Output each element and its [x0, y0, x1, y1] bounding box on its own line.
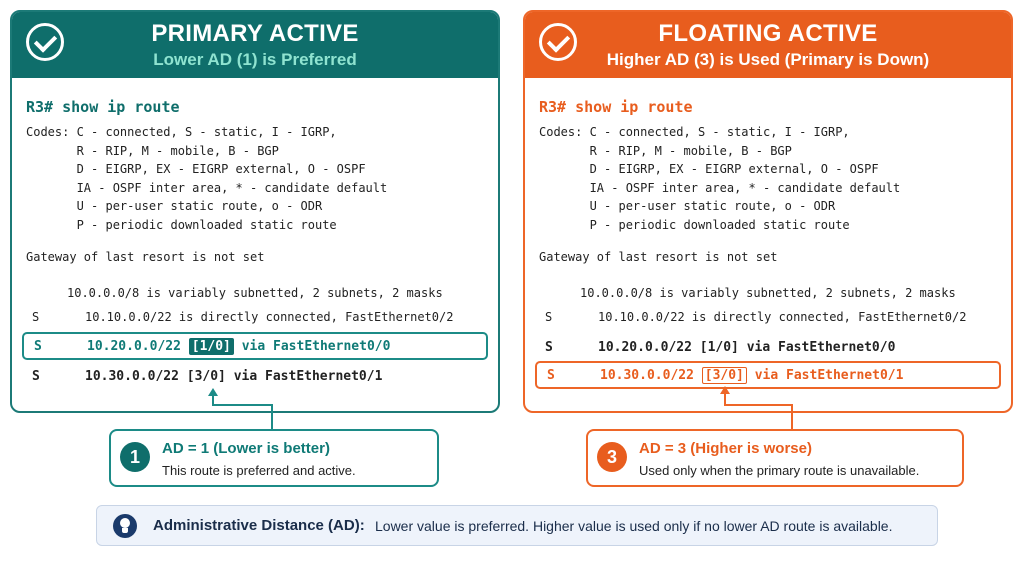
callout-text: This route is preferred and active. — [162, 463, 356, 478]
cli-prompt: R3# show ip route — [539, 98, 693, 116]
route-code: S — [545, 340, 553, 355]
callout-title: AD = 1 (Lower is better) — [162, 440, 330, 457]
subnet-summary-line: 10.0.0.0/8 is variably subnetted, 2 subnets, 2 masks — [580, 286, 956, 300]
route-code: S — [547, 368, 555, 383]
floating-connector-arrow — [720, 386, 730, 394]
floating-ad-callout — [586, 429, 964, 487]
primary-connector-arrow — [208, 388, 218, 396]
primary-connector-line — [213, 392, 272, 430]
floating-subtitle: Higher AD (3) is Used (Primary is Down) — [606, 50, 930, 69]
primary-title: PRIMARY ACTIVE — [151, 20, 359, 47]
ad-definition-footer — [96, 505, 938, 546]
cli-prompt: R3# show ip route — [26, 98, 180, 116]
floating-connector-line — [725, 388, 792, 430]
footer-label: Administrative Distance (AD): — [153, 517, 365, 534]
lightbulb-icon — [113, 514, 137, 538]
primary-subtitle: Lower AD (1) is Preferred — [153, 50, 357, 69]
route-code: S — [34, 339, 42, 354]
route-code: S — [32, 369, 40, 384]
route-text: 10.20.0.0/22 [1/0] via FastEthernet0/0 — [598, 340, 896, 355]
route-text: 10.30.0.0/22 [3/0] via FastEthernet0/1 — [85, 369, 383, 384]
footer-text: Lower value is preferred. Higher value is used only if no lower AD route is available. — [375, 518, 893, 534]
gateway-line: Gateway of last resort is not set — [26, 250, 265, 264]
subnet-summary-line: 10.0.0.0/8 is variably subnetted, 2 subnets, 2 masks — [67, 286, 443, 300]
route-text: 10.10.0.0/22 is directly connected, FastEthernet0/2 — [598, 310, 967, 324]
route-via: via FastEthernet0/0 — [233, 339, 391, 354]
route-code: S — [32, 310, 40, 324]
route-via: via FastEthernet0/1 — [746, 368, 904, 383]
ad-metric-tag: [3/0] — [702, 367, 747, 384]
primary-ad-callout — [109, 429, 439, 487]
callout-number-badge: 3 — [597, 442, 627, 472]
route-prefix: 10.20.0.0/22 — [87, 339, 189, 354]
route-prefix: 10.30.0.0/22 — [600, 368, 702, 383]
route-text: 10.10.0.0/22 is directly connected, FastEthernet0/2 — [85, 310, 454, 324]
ad-metric-tag: [1/0] — [189, 338, 234, 355]
callout-text: Used only when the primary route is unavailable. — [639, 463, 920, 478]
route-code: S — [545, 310, 553, 324]
route-codes-legend: Codes: C - connected, S - static, I - IGRP, R - RIP, M - mobile, B - BGP D - EIGRP, EX - EIGRP external, O - OSPF IA - OSPF inter area, * - candidate default U - per-user static route, o - ODR P - periodic downloaded static route — [26, 125, 388, 232]
floating-title: FLOATING ACTIVE — [658, 20, 878, 47]
callout-title: AD = 3 (Higher is worse) — [639, 440, 812, 457]
callout-number-badge: 1 — [120, 442, 150, 472]
gateway-line: Gateway of last resort is not set — [539, 250, 778, 264]
route-codes-legend: Codes: C - connected, S - static, I - IGRP, R - RIP, M - mobile, B - BGP D - EIGRP, EX - EIGRP external, O - OSPF IA - OSPF inter area, * - candidate default U - per-user static route, o - ODR P - periodic downloaded static route — [539, 125, 901, 232]
